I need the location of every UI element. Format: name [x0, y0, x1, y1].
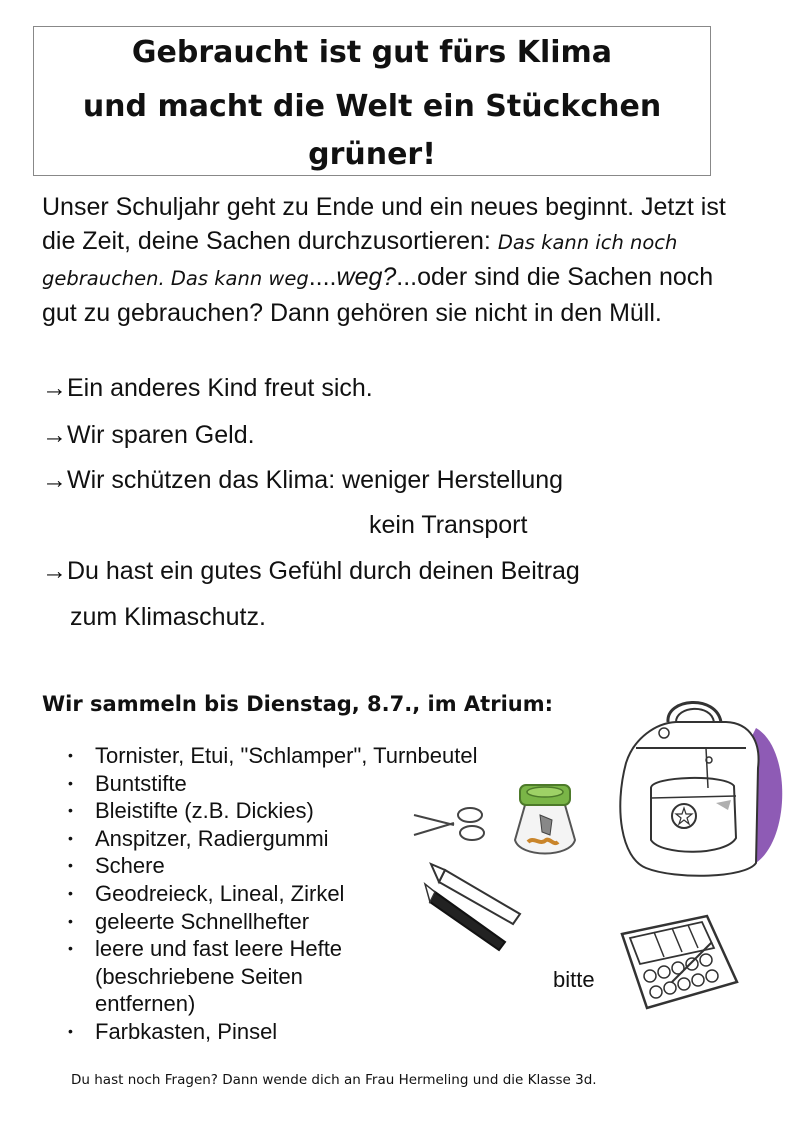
bullet-icon: • — [68, 884, 73, 901]
pencil-icon — [425, 862, 530, 952]
benefit-1: →Ein anderes Kind freut sich. — [42, 374, 373, 402]
backpack-icon — [606, 688, 796, 888]
list-item: • leere und fast leere Hefte — [68, 936, 343, 962]
bullet-icon: • — [68, 802, 73, 819]
title-line-2: und macht die Welt ein Stückchen — [82, 89, 662, 124]
title-line-1: Gebraucht ist gut fürs Klima — [131, 35, 613, 70]
intro-text-2: .... — [308, 263, 337, 291]
bullet-icon: • — [68, 857, 73, 874]
intro-paragraph — [42, 190, 742, 330]
bullet-icon: • — [68, 747, 73, 763]
list-item: • Schere — [68, 853, 165, 879]
list-item: • geleerte Schnellhefter — [68, 908, 310, 934]
bullet-icon: • — [68, 774, 73, 791]
bitte-text: bitte — [553, 967, 595, 992]
list-item: • Geodreieck, Lineal, Zirkel — [68, 880, 345, 906]
footer-note: Du hast noch Fragen? Dann wende dich an Frau Hermeling und die Klasse 3d. — [71, 1072, 597, 1088]
intro-italic-1: Das kann ich noch gebrauchen. Das kann weg — [42, 231, 678, 290]
list-item-continuation: entfernen) — [95, 991, 196, 1017]
benefit-3-continuation: kein Transport — [369, 511, 528, 539]
collection-heading: Wir sammeln bis Dienstag, 8.7., im Atrium: — [42, 692, 553, 716]
list-item: • Anspitzer, Radiergummi — [68, 825, 329, 851]
list-item: • Farbkasten, Pinsel — [68, 1018, 278, 1044]
intro-italic-2: weg? — [336, 263, 397, 291]
benefit-4-continuation: zum Klimaschutz. — [70, 603, 266, 631]
list-item: • Bleistifte (z.B. Dickies) — [68, 798, 314, 824]
title-line-3: grüner! — [308, 137, 436, 172]
intro-text-3: ...oder sind die Sachen noch gut zu gebrauchen? Dann gehören sie nicht in den Müll. — [42, 263, 714, 327]
list-item-continuation: (beschriebene Seiten — [95, 963, 303, 989]
bullet-icon: • — [68, 829, 73, 846]
title-box — [33, 26, 711, 176]
bullet-icon: • — [68, 1022, 73, 1039]
bullet-icon: • — [68, 940, 73, 957]
pencil-sharpener-icon — [510, 780, 580, 860]
bullet-icon: • — [68, 912, 73, 929]
item-list — [60, 742, 477, 1046]
list-item: • Buntstifte — [68, 770, 187, 796]
benefit-3: →Wir schützen das Klima: weniger Herstellung — [42, 466, 564, 494]
scissors-icon — [412, 803, 487, 843]
benefit-2: →Wir sparen Geld. — [42, 421, 255, 449]
list-item: • Tornister, Etui, "Schlamper", Turnbeutel — [68, 743, 478, 768]
intro-text-1: Unser Schuljahr geht zu Ende und ein neues beginnt. Jetzt ist die Zeit, deine Sachen durchzusortieren: — [42, 193, 726, 255]
paint-box-icon — [612, 912, 742, 1012]
benefit-4: →Du hast ein gutes Gefühl durch deinen Beitrag — [42, 557, 580, 585]
